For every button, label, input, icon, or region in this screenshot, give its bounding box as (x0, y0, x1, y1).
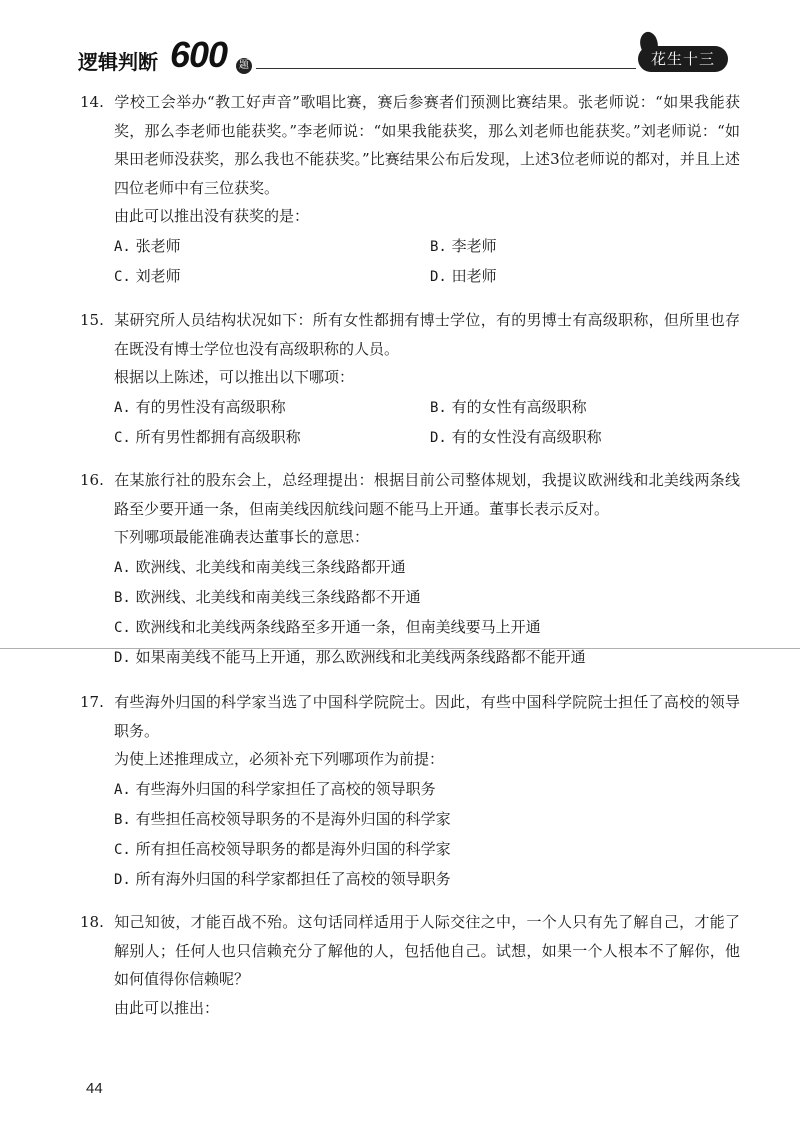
option-b[interactable]: B. 李老师 (430, 236, 497, 255)
option-a[interactable]: A. 有的男性没有高级职称 (114, 397, 286, 416)
question-number: 15. (80, 311, 104, 329)
question-stem (80, 88, 740, 202)
question-text: 学校工会举办“教工好声音”歌唱比赛，赛后参赛者们预测比赛结果。张老师说：“如果我能获奖，那么李老师也能获奖。”李老师说：“如果我能获奖，那么刘老师也能获奖。”刘老师说：“如果田老师没获奖，那么我也不能获奖。”比赛结果公布后发现，上述3位老师说的都对，并且上述四位老师中有三位获奖。 (114, 93, 740, 197)
option-c[interactable]: C. 所有男性都拥有高级职称 (114, 427, 301, 446)
question-18 (80, 908, 740, 1022)
page-header (78, 34, 728, 78)
option-c[interactable]: C. 刘老师 (114, 266, 181, 285)
option-d[interactable]: D. 田老师 (430, 266, 497, 285)
option-d[interactable]: D. 如果南美线不能马上开通，那么欧洲线和北美线两条线路都不能开通 (114, 647, 586, 666)
question-16 (80, 466, 740, 672)
option-list (80, 231, 740, 291)
option-c[interactable]: C. 所有担任高校领导职务的都是海外归国的科学家 (114, 839, 451, 858)
question-number: 14. (80, 93, 104, 111)
option-b[interactable]: B. 有些担任高校领导职务的不是海外归国的科学家 (114, 809, 451, 828)
question-prompt: 由此可以推出： (114, 998, 220, 1017)
header-rule (256, 68, 636, 69)
option-a[interactable]: A. 欧洲线、北美线和南美线三条线路都开通 (114, 557, 406, 576)
question-text: 知己知彼，才能百战不殆。这句话同样适用于人际交往之中，一个人只有先了解自己，才能了解别人；任何人也只信赖充分了解他的人，包括他自己。试想，如果一个人根本不了解你，他如何值得你信赖呢？ (114, 913, 740, 988)
question-14 (80, 88, 740, 291)
scan-fold-line (0, 648, 800, 649)
question-17 (80, 688, 740, 894)
brand-badge: 花生十三 (638, 46, 728, 72)
book-title: 逻辑判断 (78, 50, 158, 74)
question-number: 16. (80, 471, 104, 489)
question-15 (80, 306, 740, 452)
page-number: 44 (86, 1080, 103, 1097)
option-b[interactable]: B. 欧洲线、北美线和南美线三条线路都不开通 (114, 587, 421, 606)
question-stem (80, 466, 740, 523)
question-stem (80, 306, 740, 363)
option-list (80, 392, 740, 452)
question-stem (80, 908, 740, 994)
option-list (80, 774, 740, 894)
question-text: 某研究所人员结构状况如下：所有女性都拥有博士学位，有的男博士有高级职称，但所里也存在既没有博士学位也没有高级职称的人员。 (114, 311, 740, 358)
book-title-number: 600 (170, 34, 228, 75)
question-prompt: 下列哪项最能准确表达董事长的意思： (114, 528, 370, 546)
option-b[interactable]: B. 有的女性有高级职称 (430, 397, 587, 416)
option-c[interactable]: C. 欧洲线和北美线两条线路至多开通一条，但南美线要马上开通 (114, 617, 541, 636)
question-prompt: 为使上述推理成立，必须补充下列哪项作为前提： (114, 750, 445, 768)
question-stem (80, 688, 740, 745)
question-prompt: 根据以上陈述，可以推出以下哪项： (114, 368, 355, 386)
option-list (80, 552, 740, 672)
option-a[interactable]: A. 张老师 (114, 236, 181, 255)
question-number: 17. (80, 693, 104, 711)
book-title-ti-badge: 题 (236, 58, 252, 74)
question-number: 18. (80, 913, 104, 931)
option-d[interactable]: D. 所有海外归国的科学家都担任了高校的领导职务 (114, 869, 451, 888)
question-text: 在某旅行社的股东会上，总经理提出：根据目前公司整体规划，我提议欧洲线和北美线两条线路至少要开通一条，但南美线因航线问题不能马上开通。董事长表示反对。 (114, 471, 740, 518)
question-text: 有些海外归国的科学家当选了中国科学院院士。因此，有些中国科学院院士担任了高校的领导职务。 (114, 693, 740, 740)
option-d[interactable]: D. 有的女性没有高级职称 (430, 427, 602, 446)
option-a[interactable]: A. 有些海外归国的科学家担任了高校的领导职务 (114, 779, 436, 798)
question-prompt: 由此可以推出没有获奖的是： (114, 207, 310, 225)
